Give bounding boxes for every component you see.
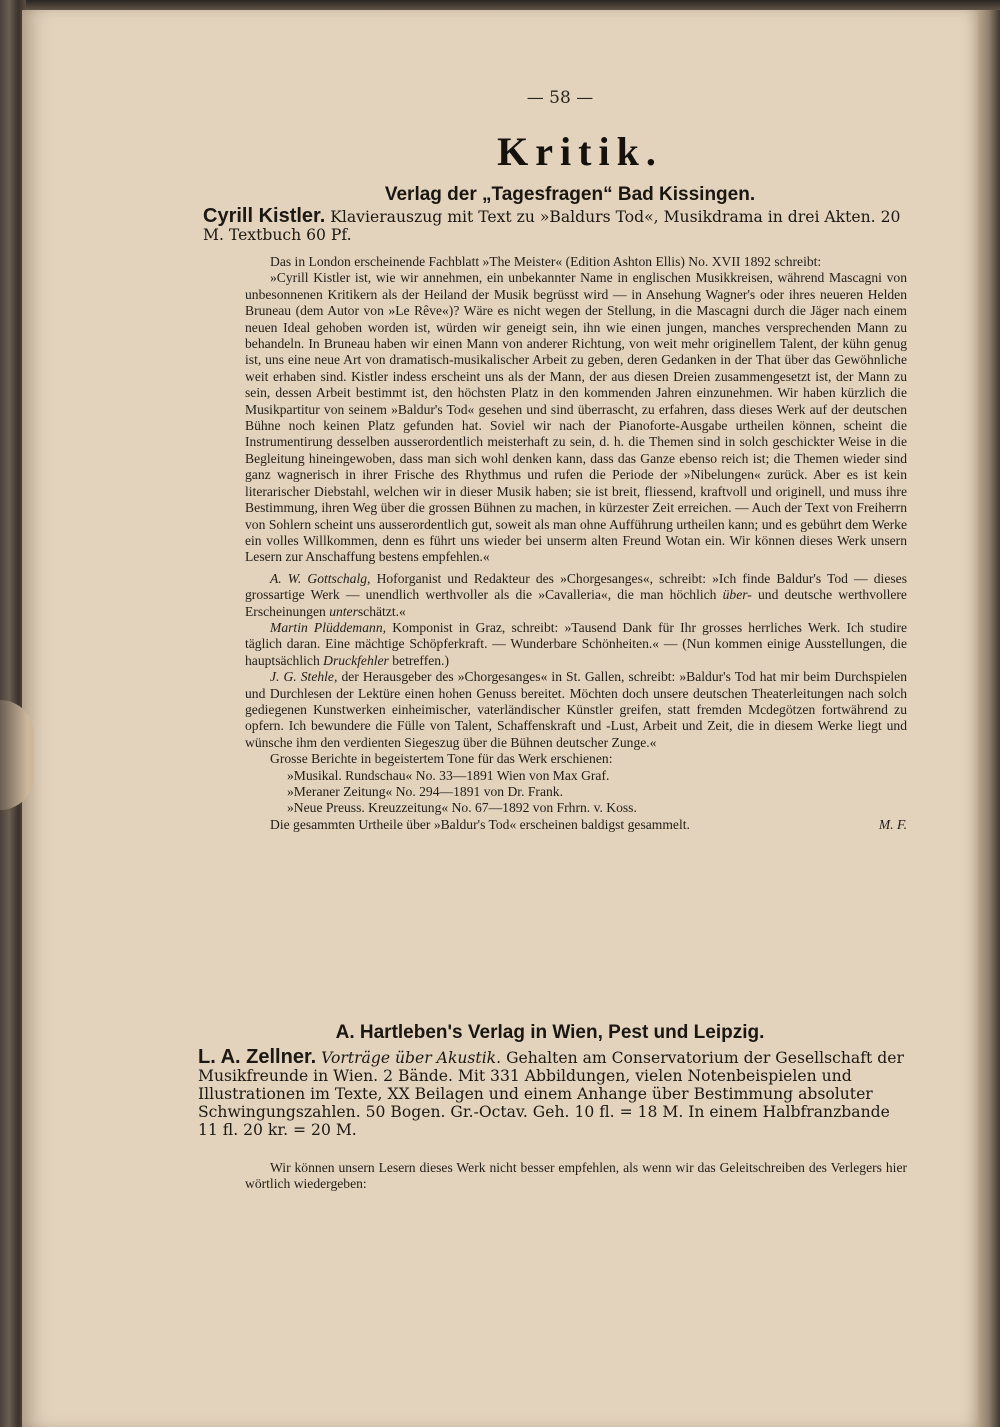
quote-plueddemann: Martin Plüddemann, Komponist in Graz, schreibt: »Tausend Dank für Ihr grosses herrliches Werk. Ich studire täglich daran. Eine mächtige Schöpferkraft. — Wunderbare Schönheiten.« — (Nun kommen einige Ausstellungen, die hauptsächlich Druckfehler betreffen.) xyxy=(245,619,907,668)
closing-note: Die gesammten Urtheile über »Baldur's Tod« erscheinen baldigst gesammelt. M. F. xyxy=(270,816,907,832)
publisher-heading-1: Verlag der „Tagesfragen“ Bad Kissingen. xyxy=(384,184,756,205)
intro-paragraph: Das in London erscheinende Fachblatt »The Meister« (Edition Ashton Ellis) No. XVII 1892 schreibt: xyxy=(270,254,822,269)
signature: M. F. xyxy=(878,816,907,832)
review-body-2 xyxy=(245,1160,907,1193)
review-body-1 xyxy=(245,254,907,833)
report-item: »Meraner Zeitung« No. 294—1891 von Dr. Frank. xyxy=(287,784,563,799)
page-title: Kritik. xyxy=(497,129,663,174)
quote-author: J. G. Stehle, xyxy=(270,669,338,685)
quote-stehle: J. G. Stehle, der Herausgeber des »Chorgesanges« in St. Gallen, schreibt: »Baldur's Tod hat mir beim Durchspielen und Durchlesen der Lektüre einen hohen Genuss bereitet. Möchten doch unsere deutschen Theaterleitungen nach solch gediegenen Kunstwerken einheimischer, vaterländischer Künstler greifen, statt fremden Mcdegötzen fortwährend zu opfern. Ich bewundere die Fülle von Talent, Schaffenskraft und -Lust, Arbeit und Zeit, die in diesem Werke liegt und wünsche ihm den verdienten Siegeszug über die Bühnen deutscher Zunge.« xyxy=(245,669,908,750)
page-stack-edge xyxy=(978,10,1000,1427)
page-number: — 58 — xyxy=(526,88,594,108)
book-entry-1 xyxy=(203,207,915,244)
entry-author: Cyrill Kistler. xyxy=(203,205,326,227)
reports-intro: Grosse Berichte in begeistertem Tone für das Werk erschienen: xyxy=(270,751,613,767)
report-item: »Musikal. Rundschau« No. 33—1891 Wien von Max Graf. xyxy=(287,767,610,783)
report-item: »Neue Preuss. Kreuzzeitung« No. 67—1892 von Frhrn. v. Koss. xyxy=(287,800,637,816)
entry-title-italic: Vorträge über Akustik. xyxy=(321,1049,502,1067)
quoted-review: »Cyrill Kistler ist, wie wir annehmen, ein unbekannter Name in englischen Musikkreisen, während Mascagni von unbesonnenen Kritikern als der Heiland der Musik begrüsst wird — in Ansehung Wagner's oder ihres neueren Helden Bruneau (dem Autor von »Le Rêve«)? Wäre es nicht wegen der Stellung, in die Mascagni durch die Jäger nach einem neuen Ideal gehoben worden ist, würden wir geneigt sein, ihn wie einen jungen, manches versprechenden Mann zu behandeln. In Bruneau haben wir einen Mann von anderer Richtung, von weit mehr originellem Talent, der kühn genug ist, uns eine neue Art von dramatisch-musikalischer Arbeit zu geben, deren Gedanken in der That über das Gewöhnliche weit erhaben sind. Kistler indess erscheint uns als der Mann, der aus diesen Dreien zusammengesetzt ist, der Mann zu sein, dessen Arbeit bestimmt ist, den höchsten Platz in den kommenden Jahren einzunehmen. Wir haben kürzlich die Musikpartitur von seinem »Baldur's Tod« gesehen und sind überrascht, zu erfahren, dass dieses Werk auf der deutschen Bühne noch keinen Platz gefunden hat. Soviel wir nach der Pianoforte-Ausgabe urtheilen können, scheint die Instrumentirung desselben ausserordentlich meisterhaft zu sein, d. h. die Themen sind in solch geschickter Weise in die Begleitung hineingewoben, dass man sich wohl denken kann, dass das Ganze ebenso reich ist; die Themen wieder sind ganz wagnerisch in ihrer Frische des Rhythmus und rufen die Periode der »Nibelungen« zurück. Aber es ist kein literarischer Diebstahl, welchen wir in dieser Musik haben; sie ist breit, fliessend, kraftvoll und originell, und muss ihre Bestimmung, ihren Weg über die grossen Bühnen zu machen, in kürzester Zeit erreichen. — Auch der Text von Freiherrn von Sohlern scheint uns ausserordentlich gut, soweit als man ohne Aufführung urtheilen kann; und es gebührt dem Werke ein volles Willkommen, denn es führt uns wieder bei unserm alten Freund Wotan ein. Wir können dieses Werk unsern Lesern zur Anschaffung bestens empfehlen.« xyxy=(245,270,907,565)
publisher-heading-2: A. Hartleben's Verlag in Wien, Pest und Leipzig. xyxy=(335,1022,765,1043)
binding-ribbon xyxy=(0,700,34,810)
entry-author: L. A. Zellner. xyxy=(198,1046,317,1068)
intro-paragraph: Wir können unsern Lesern dieses Werk nicht besser empfehlen, als wenn wir das Geleitschreiben des Verlegers hier wörtlich wiedergeben: xyxy=(245,1160,907,1192)
entry-title: Klavierauszug mit Text zu »Baldurs Tod«, Musikdrama in drei Akten. 20 M. Textbuch 60 Pf. xyxy=(203,208,901,244)
quote-author: Martin Plüddemann, xyxy=(270,619,387,635)
entry-title: Gehalten am Conservatorium der Gesellschaft der Musikfreunde in Wien. 2 Bände. Mit 331 Abbildungen, vielen Notenbeispielen und Illustrationen im Texte, XX Beilagen und einem Anhange über Bestimmung absoluter Schwingungszahlen. 50 Bogen. Gr.-Octav. Geh. 10 fl. = 18 M. In einem Halbfranzbande 11 fl. 20 kr. = 20 M. xyxy=(198,1049,904,1139)
quote-gottschalg: A. W. Gottschalg, Hoforganist und Redakteur des »Chorgesanges«, schreibt: »Ich finde Baldur's Tod — dieses grossartige Werk — unendlich werthvoller als die »Cavalleria«, die man höchlich über- und deutsche werthvollere Erscheinungen unterschätzt.« xyxy=(245,570,907,619)
quote-author: A. W. Gottschalg, xyxy=(270,570,371,586)
book-entry-2 xyxy=(198,1048,913,1139)
